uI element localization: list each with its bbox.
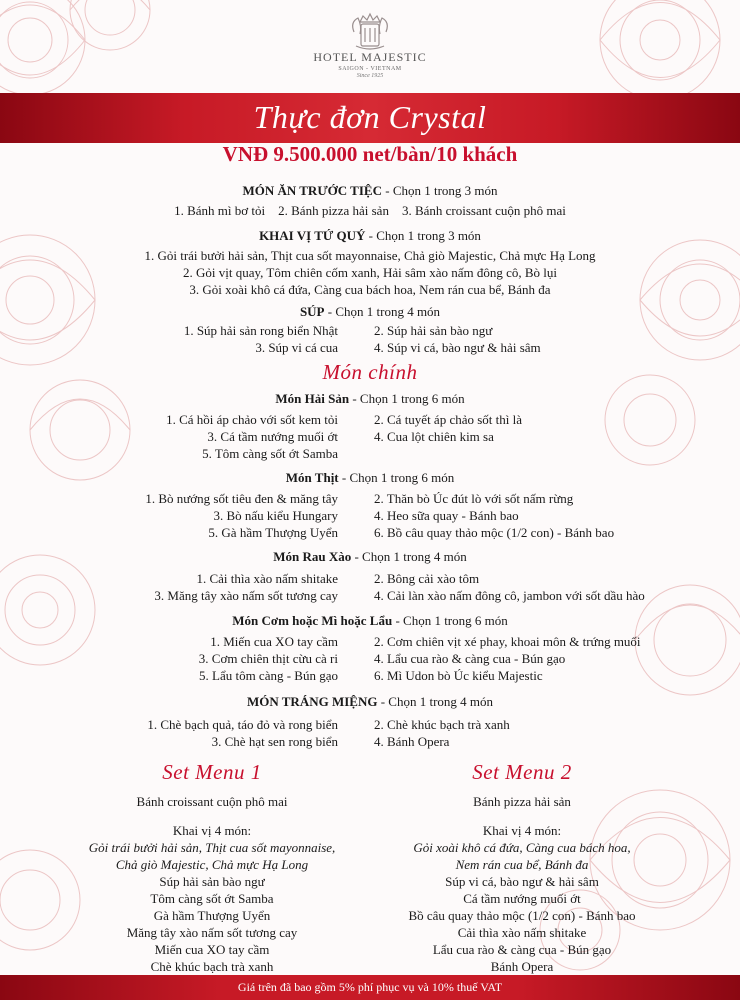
footer-note: Giá trên đã bao gồm 5% phí phục vụ và 10% thuế VAT: [0, 975, 740, 1000]
appetizer-choose: - Chọn 1 trong 3 món: [381, 183, 498, 198]
set-menu-2-list: [372, 822, 672, 975]
set-menu-2-item: Súp vi cá, bào ngư & hải sâm: [445, 874, 599, 889]
menu-title: Thực đơn Crystal: [253, 99, 487, 135]
soup-heading: [0, 304, 740, 320]
seafood-title: Món Hải Sản: [275, 391, 350, 406]
dessert-item-2: 2. Chè khúc bạch trà xanh: [374, 717, 510, 732]
hotel-since: Since 1925: [356, 73, 384, 79]
set-menu-2-bread: Bánh pizza hải sản: [473, 794, 571, 809]
meat-row: [0, 491, 740, 508]
soup-item-2: 2. Súp hải sản bào ngư: [374, 323, 493, 338]
meat-item-5: 5. Gà hầm Thượng Uyển: [208, 525, 338, 540]
hotel-crest-icon: [346, 12, 394, 52]
rice-item-6: 6. Mì Udon bò Úc kiểu Majestic: [374, 668, 543, 683]
rice-choose: - Chọn 1 trong 6 món: [392, 613, 508, 628]
meat-choose: - Chọn 1 trong 6 món: [338, 470, 455, 485]
set-menu-2-item: Cải thìa xào nấm shitake: [457, 925, 587, 940]
rice-title: Món Cơm hoặc Mì hoặc Lẩu: [232, 613, 393, 628]
seafood-row: [0, 446, 740, 463]
set-menu-1-item: Miến cua XO tay cầm: [154, 942, 270, 957]
set-menu-1-item: Măng tây xào nấm sốt tương cay: [126, 925, 298, 940]
rice-row: [0, 634, 740, 651]
soup-row: [0, 340, 740, 357]
soup-title: SÚP: [299, 304, 325, 319]
set-menu-1-title: Set Menu 1: [162, 760, 262, 784]
rice-heading: [0, 613, 740, 629]
rice-item-5: 5. Lẩu tôm càng - Bún gạo: [199, 668, 338, 683]
meat-row: [0, 525, 740, 542]
seafood-item-5: 5. Tôm càng sốt ớt Samba: [202, 446, 338, 461]
meat-item-1: 1. Bò nướng sốt tiêu đen & măng tây: [145, 491, 338, 506]
seafood-choose: - Chọn 1 trong 6 món: [349, 391, 465, 406]
set-menu-1-starter-label: Khai vị 4 món:: [172, 823, 252, 838]
meat-row: [0, 508, 740, 525]
appetizer-title: MÓN ĂN TRƯỚC TIỆC: [242, 183, 382, 198]
meat-item-4: 4. Heo sữa quay - Bánh bao: [374, 508, 519, 523]
seafood-item-4: 4. Cua lột chiên kim sa: [374, 429, 494, 444]
rice-item-1: 1. Miến cua XO tay cầm: [210, 634, 338, 649]
veg-row: [0, 571, 740, 588]
hotel-name: HOTEL MAJESTIC: [313, 50, 427, 64]
veg-item-3: 3. Măng tây xào nấm sốt tương cay: [154, 588, 338, 603]
soup-row: [0, 323, 740, 340]
starter-title: KHAI VỊ TỨ QUÝ: [259, 228, 366, 243]
set-menu-2-item: Lẩu cua rào & càng cua - Bún gạo: [432, 942, 612, 957]
seafood-item-2: 2. Cá tuyết áp chảo sốt thì là: [374, 412, 523, 427]
set-menu-1-list: [62, 822, 362, 975]
veg-item-2: 2. Bông cải xào tôm: [374, 571, 480, 586]
soup-choose: - Chọn 1 trong 4 món: [324, 304, 441, 319]
dessert-row: [0, 734, 740, 751]
veg-row: [0, 588, 740, 605]
veg-item-4: 4. Cải làn xào nấm đông cô, jambon với sốt dầu hào: [374, 588, 645, 603]
title-banner: [0, 93, 740, 143]
veg-item-1: 1. Cải thìa xào nấm shitake: [196, 571, 338, 586]
dessert-row: [0, 717, 740, 734]
set-menu-2-item: Cá tầm nướng muối ớt: [463, 891, 581, 906]
set-menu-1-item: Tôm càng sốt ớt Samba: [150, 891, 274, 906]
set-menu-1-item: Chè khúc bạch trà xanh: [150, 959, 274, 974]
set-menu-1-starter-line: Gỏi trái bưởi hải sản, Thịt cua sốt mayonnaise,: [88, 840, 336, 855]
rice-item-2: 2. Cơm chiên vịt xé phay, khoai môn & trứng muối: [374, 634, 641, 649]
veg-heading: [0, 549, 740, 565]
rice-row: [0, 651, 740, 668]
starter-line-2: 2. Gỏi vịt quay, Tôm chiên cốm xanh, Hải sâm xào nấm đông cô, Bò lụi: [182, 265, 558, 280]
meat-item-2: 2. Thăn bò Úc đút lò với sốt nấm rừng: [374, 491, 574, 506]
seafood-heading: [0, 391, 740, 407]
starter-line-3: 3. Gỏi xoài khô cá đứa, Càng cua bách hoa, Nem rán cua bể, Bánh đa: [189, 282, 551, 297]
set-menu-2-starter-line: Gỏi xoài khô cá đứa, Càng cua bách hoa,: [413, 840, 631, 855]
appetizer-heading: [0, 183, 740, 199]
rice-item-3: 3. Cơm chiên thịt cừu cà ri: [198, 651, 338, 666]
dessert-item-3: 3. Chè hạt sen rong biển: [211, 734, 338, 749]
dessert-item-1: 1. Chè bạch quả, táo đỏ và rong biển: [147, 717, 338, 732]
set-menu-2-item: Bồ câu quay thảo mộc (1/2 con) - Bánh bao: [408, 908, 636, 923]
set-menu-1-item: Súp hải sản bào ngư: [159, 874, 265, 889]
dessert-heading: [0, 694, 740, 710]
rice-item-4: 4. Lẩu cua rào & càng cua - Bún gạo: [374, 651, 566, 666]
set-menu-2-item: Bánh Opera: [490, 959, 554, 974]
starter-line-1: 1. Gỏi trái bưởi hải sản, Thịt cua sốt mayonnaise, Chả giò Majestic, Chả mực Hạ Long: [144, 248, 596, 263]
meat-title: Món Thịt: [285, 470, 339, 485]
meat-heading: [0, 470, 740, 486]
appetizer-items: 1. Bánh mì bơ tỏi 2. Bánh pizza hải sản 3. Bánh croissant cuộn phô mai: [174, 203, 566, 218]
set-menu-1-item: Gà hầm Thượng Uyển: [153, 908, 271, 923]
dessert-item-4: 4. Bánh Opera: [374, 734, 450, 749]
set-menu-1-starter-line: Chả giò Majestic, Chả mực Hạ Long: [115, 857, 309, 872]
main-course-title: Món chính: [322, 360, 418, 384]
hotel-logo: [0, 12, 740, 79]
set-menu-2-starter-line: Nem rán cua bể, Bánh đa: [455, 857, 589, 872]
menu-price: VNĐ 9.500.000 net/bàn/10 khách: [222, 142, 518, 166]
seafood-item-1: 1. Cá hồi áp chảo với sốt kem tỏi: [166, 412, 338, 427]
seafood-row: [0, 412, 740, 429]
soup-item-4: 4. Súp vi cá, bào ngư & hải sâm: [374, 340, 541, 355]
meat-item-6: 6. Bồ câu quay thảo mộc (1/2 con) - Bánh bao: [374, 525, 615, 540]
seafood-row: [0, 429, 740, 446]
set-menu-2-starter-label: Khai vị 4 món:: [482, 823, 562, 838]
dessert-choose: - Chọn 1 trong 4 món: [377, 694, 494, 709]
veg-title: Món Rau Xào: [273, 549, 352, 564]
starter-choose: - Chọn 1 trong 3 món: [365, 228, 481, 243]
starter-heading: [0, 228, 740, 244]
soup-item-1: 1. Súp hải sản rong biển Nhật: [183, 323, 338, 338]
rice-row: [0, 668, 740, 685]
dessert-title: MÓN TRÁNG MIỆNG: [246, 694, 378, 709]
soup-item-3: 3. Súp vi cá cua: [255, 340, 338, 355]
set-menu-2-title: Set Menu 2: [472, 760, 572, 784]
veg-choose: - Chọn 1 trong 4 món: [351, 549, 467, 564]
seafood-item-3: 3. Cá tầm nướng muối ớt: [207, 429, 338, 444]
meat-item-3: 3. Bò nấu kiểu Hungary: [213, 508, 338, 523]
hotel-location: SAIGON - VIETNAM: [338, 66, 402, 72]
set-menu-1-bread: Bánh croissant cuộn phô mai: [136, 794, 288, 809]
